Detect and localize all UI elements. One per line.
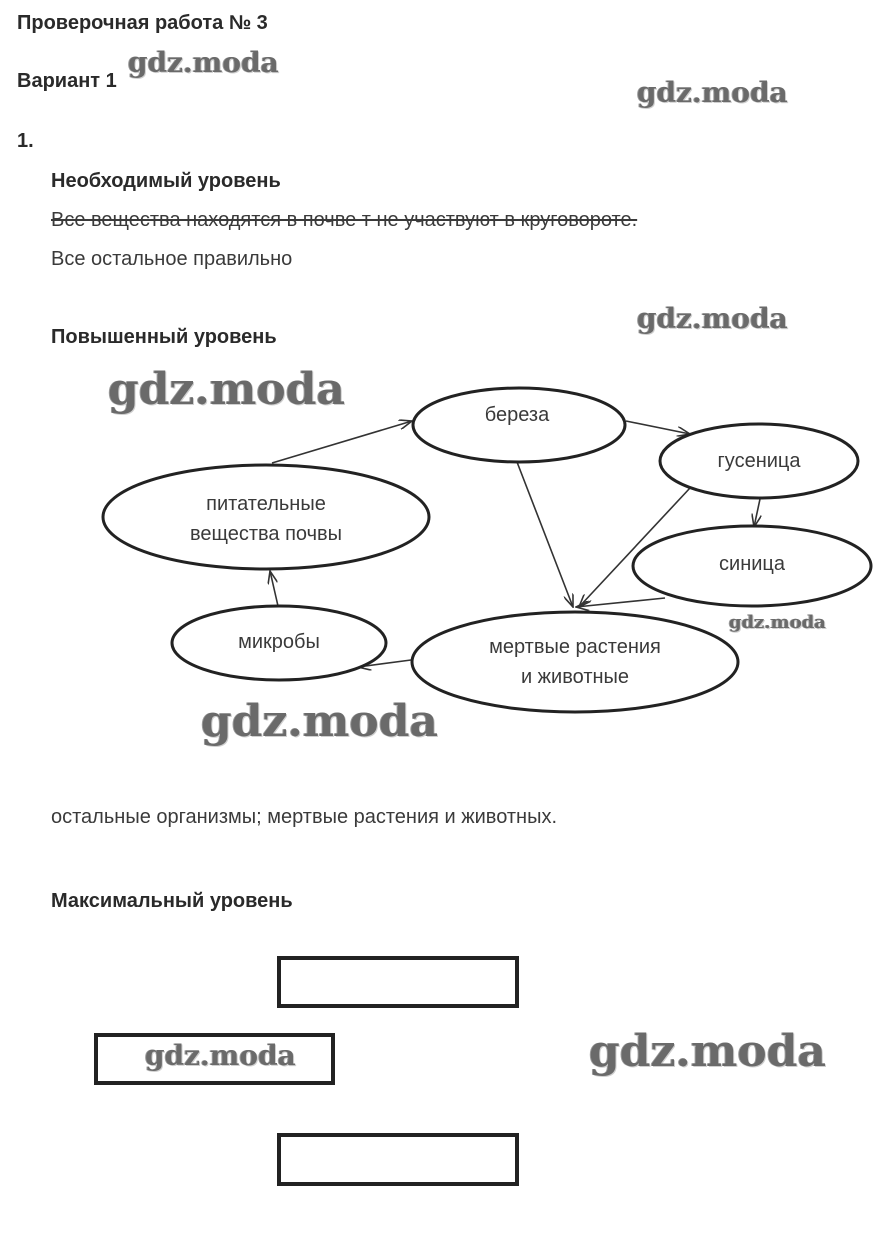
- struck-statement: Все вещества находятся в почве т не участвуют в круговороте.: [51, 209, 638, 231]
- edge-tit-to-dead: [576, 598, 665, 607]
- correct-note: Все остальное правильно: [51, 248, 293, 270]
- task-number: 1.: [17, 130, 34, 152]
- node-soil-label-line2: вещества почвы: [189, 523, 343, 545]
- edge-birch-to-caterpillar: [626, 421, 690, 434]
- answer-box-bottom: [277, 1133, 519, 1186]
- edge-birch-to-dead: [517, 462, 573, 607]
- maximum-level-heading: Максимальный уровень: [51, 890, 293, 912]
- edge-caterpillar-to-tit: [754, 499, 760, 527]
- watermark: gdz.moda: [128, 46, 279, 79]
- watermark: gdz.moda: [637, 76, 788, 109]
- node-tit-label: синица: [719, 553, 785, 575]
- variant-label: Вариант 1: [17, 70, 117, 92]
- node-caterpillar-label: гусеница: [717, 450, 801, 472]
- watermark: gdz.moda: [145, 1039, 296, 1072]
- watermark: gdz.moda: [201, 696, 439, 747]
- edge-soil-to-birch: [272, 421, 412, 463]
- watermark: gdz.moda: [729, 612, 826, 633]
- watermark: gdz.moda: [108, 364, 346, 415]
- node-microbes-label: микробы: [238, 631, 320, 653]
- watermark: gdz.moda: [637, 302, 788, 335]
- answer-box-top: [277, 956, 519, 1008]
- node-dead-label-line1: мертвые растения: [489, 636, 661, 658]
- node-dead-organisms: [412, 612, 738, 712]
- advanced-answer: остальные организмы; мертвые растения и животных.: [51, 806, 558, 828]
- edge-microbes-to-soil: [270, 571, 278, 606]
- node-dead-label-line2: и животные: [520, 666, 630, 688]
- watermark: gdz.moda: [589, 1026, 827, 1077]
- necessary-level-heading: Необходимый уровень: [51, 170, 281, 192]
- node-soil-nutrients: [103, 465, 429, 569]
- node-soil-label-line1: питательные: [206, 493, 326, 515]
- advanced-level-heading: Повышенный уровень: [51, 326, 277, 348]
- page-title: Проверочная работа № 3: [17, 12, 268, 34]
- node-birch-label: береза: [484, 404, 550, 426]
